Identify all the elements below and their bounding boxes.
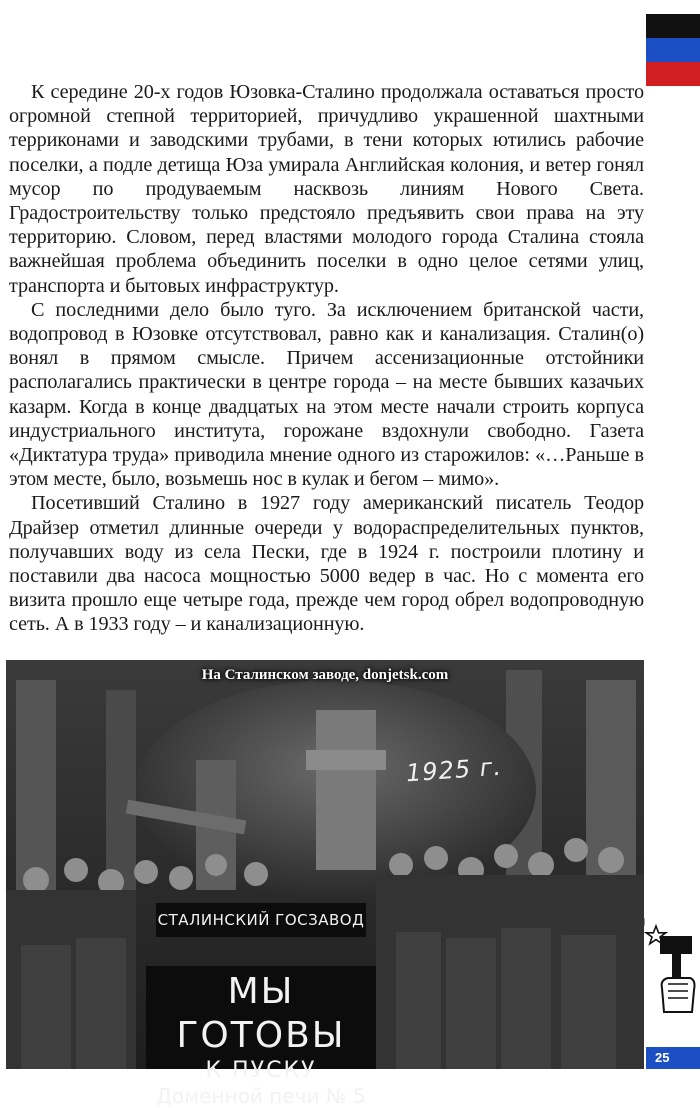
paragraph-3: Посетивший Сталино в 1927 году американский писатель Теодор Драйзер отметил длинные очереди у водораспределительных пунктов, получавших воду из села Пески, где в 1924 г. построили плотину и поставили два насоса мощностью 5000 ведер в час. Но с момента его визита прошло еще четыре года, прежде чем город обрел водопроводную сеть. А в 1933 году – и канализационную.	[9, 492, 644, 636]
paragraph-1: К середине 20-х годов Юзовка-Сталино продолжала оставаться просто огромной степной территорией, причудливо украшенной шахтными терриконами и заводскими трубами, в тени которых ютились рабочие поселки, а подле детища Юза умирала Английская колония, и ветер гонял мусор по продуваемым насквозь линиям Нового Света. Градостроительству только предстояло предъявить свои права на эту территорию. Словом, перед властями молодого города Сталина стояла важнейшая проблема объединить поселки в одно целое сетями улиц, транспорта и бытовых инфраструктур.	[9, 81, 644, 297]
year-inscription: 1925 г.	[405, 752, 503, 788]
sign-line-1: МЫ ГОТОВЫ	[176, 971, 346, 1056]
star-hammer-fist-icon	[646, 924, 700, 1020]
historic-photo	[6, 660, 644, 1108]
sign-line-3: Доменной печи № 5	[156, 1084, 366, 1108]
flag-stripes	[646, 14, 700, 86]
flag-stripe-black	[646, 14, 700, 38]
page-number: 25	[646, 1047, 700, 1069]
article-text	[9, 80, 644, 637]
flag-stripe-red	[646, 62, 700, 86]
ready-sign	[146, 966, 376, 1108]
flag-stripe-blue	[646, 38, 700, 62]
sign-line-2: К ПУСКУ	[205, 1058, 317, 1083]
banner-sign: СТАЛИНСКИЙ ГОСЗАВОД	[156, 903, 366, 937]
paragraph-2: С последними дело было туго. За исключением британской части, водопровод в Юзовке отсутствовал, равно как и канализация. Сталин(о) вонял в прямом смысле. Причем ассенизационные отстойники располагались практически в центре города – на месте бывших казачьих казарм. Когда в конце двадцатых на этом месте начали строить корпуса индустриального института, горожане вздохнули свободно. Газета «Диктатура труда» приводила мнение одного из старожилов: «…Раньше в этом месте, было, возьмешь нос в кулак и бегом – мимо».	[9, 298, 644, 491]
photo-caption: На Сталинском заводе, donjetsk.com	[201, 667, 449, 683]
